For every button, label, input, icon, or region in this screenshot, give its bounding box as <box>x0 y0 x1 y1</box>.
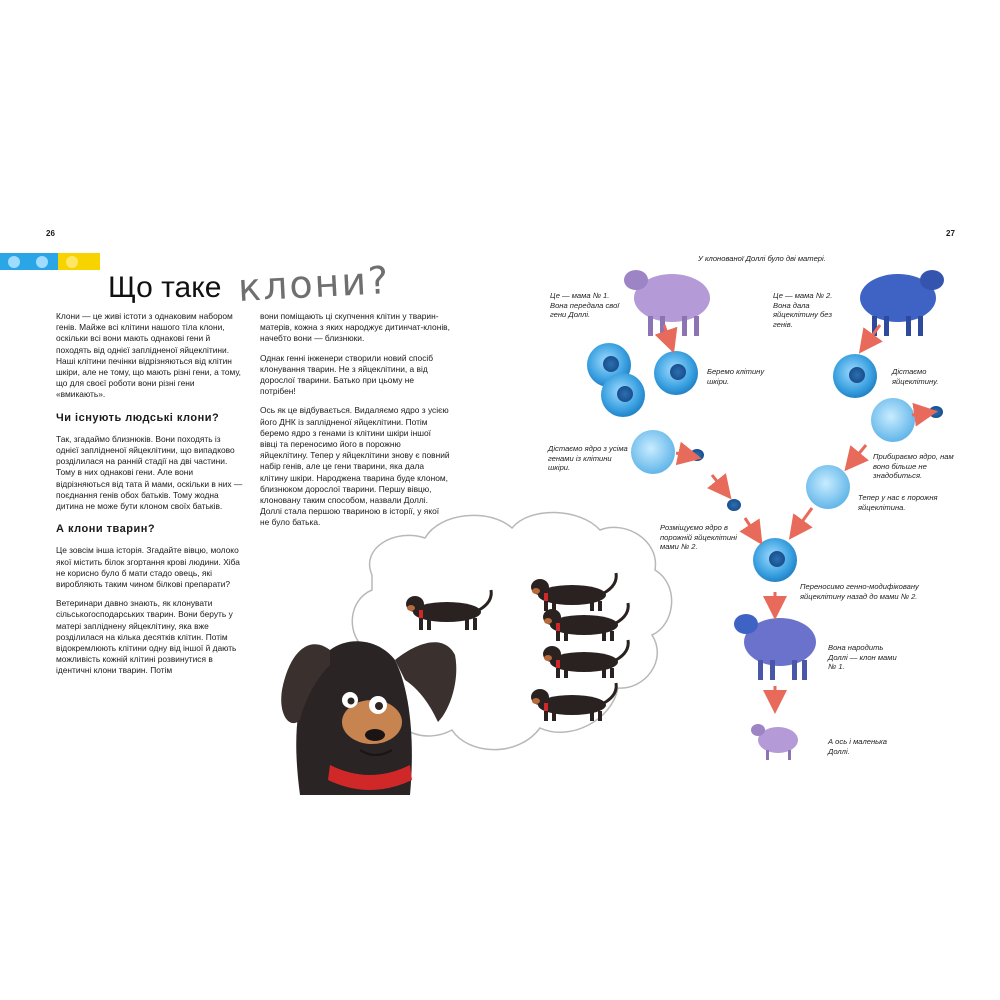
note-place-nucleus: Розміщуємо ядро в порожній яйцеклітині мами № 2. <box>660 523 737 552</box>
text-column-2 <box>260 311 450 537</box>
diagram-top-note: У клонованої Доллі було дві матері. <box>698 254 826 263</box>
text-column-1 <box>56 311 243 685</box>
note-get-egg: Дістаємо яйцеклітину. <box>892 367 939 386</box>
sheep-mother-1 <box>624 270 710 336</box>
sheep-dolly-lamb <box>751 724 798 760</box>
page-title <box>108 258 391 310</box>
note-get-nucleus: Дістаємо ядро з усіма генами із клітини шкіри. <box>548 444 628 473</box>
title-part-2: клони? <box>236 258 391 310</box>
section-text-animal-clones-1: Це зовсім інша історія. Згадайте вівцю, молоко якої містить білок згортання крові людини. Хіба не корисно було б мати стадо овець, які виробляють таким чином білкові препарати? <box>56 545 240 590</box>
note-remove-nucleus: Прибираємо ядро, нам воно більше не знадобиться. <box>873 452 954 481</box>
col2-paragraph-1: вони поміщають ці скупчення клітин у тварин-матерів, кожна з яких народжує дитинчат-клонів, начебто вони — близнюки. <box>260 311 450 344</box>
page-number-left: 26 <box>46 229 55 238</box>
nucleus-transfer <box>631 430 797 582</box>
skin-cells <box>587 343 698 417</box>
section-heading-human-clones: Чи існують людські клони? <box>56 411 220 424</box>
sheep-surrogate <box>734 614 816 680</box>
note-dolly: А ось і маленька Доллі. <box>828 737 887 756</box>
section-heading-animal-clones: А клони тварин? <box>56 523 156 536</box>
note-birth: Вона народить Доллі — клон мами № 1. <box>828 643 897 672</box>
section-text-human-clones: Так, згадаймо близнюків. Вони походять із однієї заплідненої яйцеклітини, що випадково розділилася на ранній стадії на дві частини. Тому в них однакові гени. Але вони відрізняються від тата й мами, оскільки в них — поєднання генів обох батьків. Тому жодна дитина не може бути клоном своїх батьків. <box>56 433 243 512</box>
note-transfer: Переносимо генно-модифіковану яйцеклітину назад до мами № 2. <box>800 582 919 601</box>
sheep-mother-2 <box>860 270 944 336</box>
note-take-skin-cell: Беремо клітину шкіри. <box>707 367 765 386</box>
col2-paragraph-3: Ось як це відбувається. Видаляємо ядро з усією його ДНК із заплідненої яйцеклітини. Потім беремо ядро з генами із клітини шкіри іншої вівці та переносимо його в порожню яйцеклітину. Тепер у яйцеклітини знову є повний набір генів, але це гени тварини, яка дала клітину шкіри. Народжена тварина буде клоном, близнюком дорослої тварини. Першу вівцю, клоновану таким способом, назвали Доллі. Доллі стала першою твариною в історії, у якої не було батька. <box>260 405 450 528</box>
note-mother-1: Це — мама № 1. Вона передала свої гени Доллі. <box>550 291 620 320</box>
intro-paragraph: Клони — це живі істоти з однаковим набором генів. Майже всі клітини нашого тіла клони, оскільки всі вони мають однакові гени й походять від однієї заплідненої яйцеклітини. Наші клітини печінки відрізняються від клітин шкіри, але не тому, що мають різні гени, а тому, що для своєї роботи вони різні гени «вмикають». <box>56 311 242 400</box>
page-number-right: 27 <box>946 229 955 238</box>
note-mother-2: Це — мама № 2. Вона дала яйцеклітину без генів. <box>773 291 833 329</box>
ribbon-decoration <box>0 253 100 270</box>
note-empty-egg: Тепер у нас є порожня яйцеклітина. <box>858 493 938 512</box>
col2-paragraph-2: Однак генні інженери створили новий спосіб клонування тварин. Не з яйцеклітини, а від дорослої тварини. Батько при цьому не потрібен! <box>260 352 434 397</box>
section-text-animal-clones-2: Ветеринари давно знають, як клонувати сільськогосподарських тварин. Вони беруть у матері запліднену яйцеклітину, яка вже розділилася на кілька десятків клітин. Потім відокремлюють клітини одну від іншої й дають можливість кожній клітині розвинутися в ідентичні клони тварин. Потім <box>56 598 237 676</box>
title-part-1: Що таке <box>108 271 222 304</box>
